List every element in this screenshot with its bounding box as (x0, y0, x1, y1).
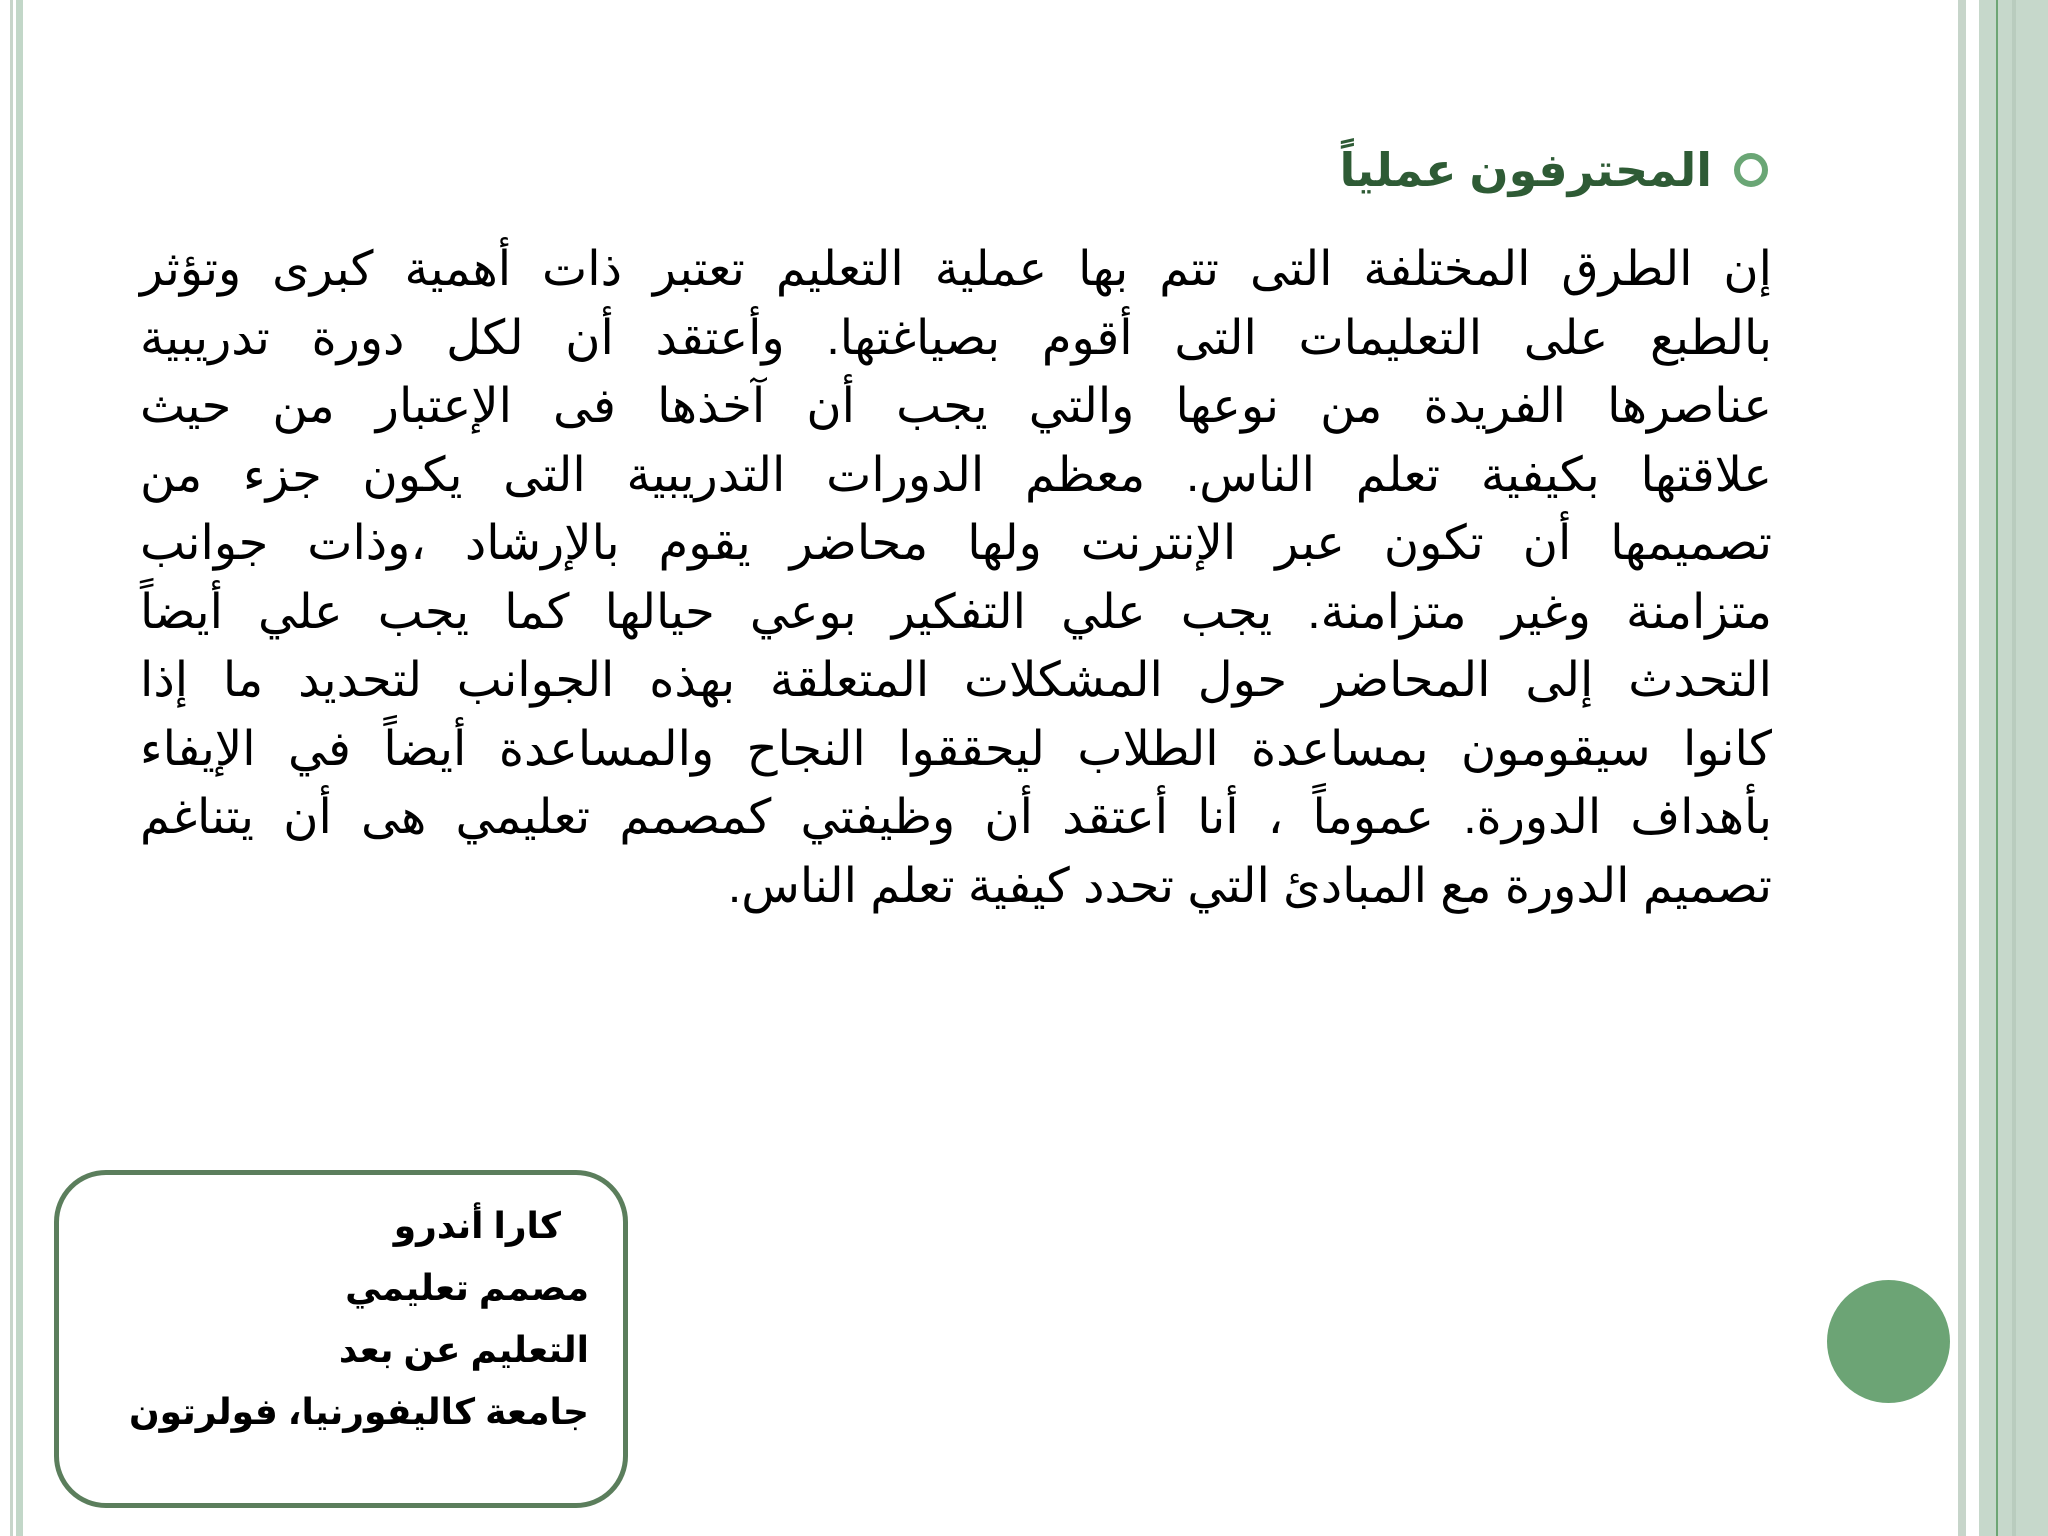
author-institution: جامعة كاليفورنيا، فولرتون (128, 1391, 589, 1432)
right-frame-green-line (1996, 0, 1998, 1536)
author-title: مصمم تعليمي (345, 1267, 589, 1308)
body-line: تصميمها أن تكون عبر الإنترنت ولها محاضر يقوم بالإرشاد ،وذات جوانب (140, 517, 1772, 570)
body-line: كانوا سيقومون بمساعدة الطلاب ليحققوا النجاح والمساعدة أيضاً في الإيفاء (140, 722, 1773, 776)
decorative-circle (1827, 1280, 1950, 1403)
body-line: عناصرها الفريدة من نوعها والتي يجب أن آخذها فى الإعتبار من حيث (140, 380, 1772, 433)
body-line: إن الطرق المختلفة التى تتم بها عملية التعليم تعتبر ذات أهمية كبرى وتؤثر (140, 243, 1772, 296)
slide-heading: المحترفون عملياً (1339, 144, 1712, 196)
right-frame-gap (1966, 0, 1979, 1536)
body-line: متزامنة وغير متزامنة. يجب علي التفكير بوعي حيالها كما يجب علي أيضاً (140, 585, 1772, 639)
right-frame-shade (2012, 0, 2016, 1536)
body-paragraph (140, 236, 1772, 921)
right-frame-line (1958, 0, 1966, 1536)
body-line: تصميم الدورة مع المبادئ التي تحدد كيفية تعلم الناس. (727, 859, 1772, 913)
bullet-ring-icon (1734, 153, 1768, 187)
author-info (129, 1195, 589, 1443)
body-line: علاقتها بكيفية تعلم الناس. معظم الدورات التدريبية التى يكون جزء من (140, 448, 1772, 502)
left-frame-band (16, 0, 23, 1536)
author-info-box (54, 1170, 628, 1508)
slide-heading-row (1339, 140, 1768, 200)
body-line: بالطبع على التعليمات التى أقوم بصياغتها. وأعتقد أن لكل دورة تدريبية (140, 311, 1772, 365)
author-name: كارا أندرو (393, 1205, 561, 1246)
author-department: التعليم عن بعد (338, 1329, 589, 1370)
left-frame-line (10, 0, 13, 1536)
body-line: بأهداف الدورة. عموماً ، أنا أعتقد أن وظيفتي كمصمم تعليمي هى أن يتناغم (140, 791, 1772, 844)
body-line: التحدث إلى المحاضر حول المشكلات المتعلقة بهذه الجوانب لتحديد ما إذا (140, 654, 1772, 707)
